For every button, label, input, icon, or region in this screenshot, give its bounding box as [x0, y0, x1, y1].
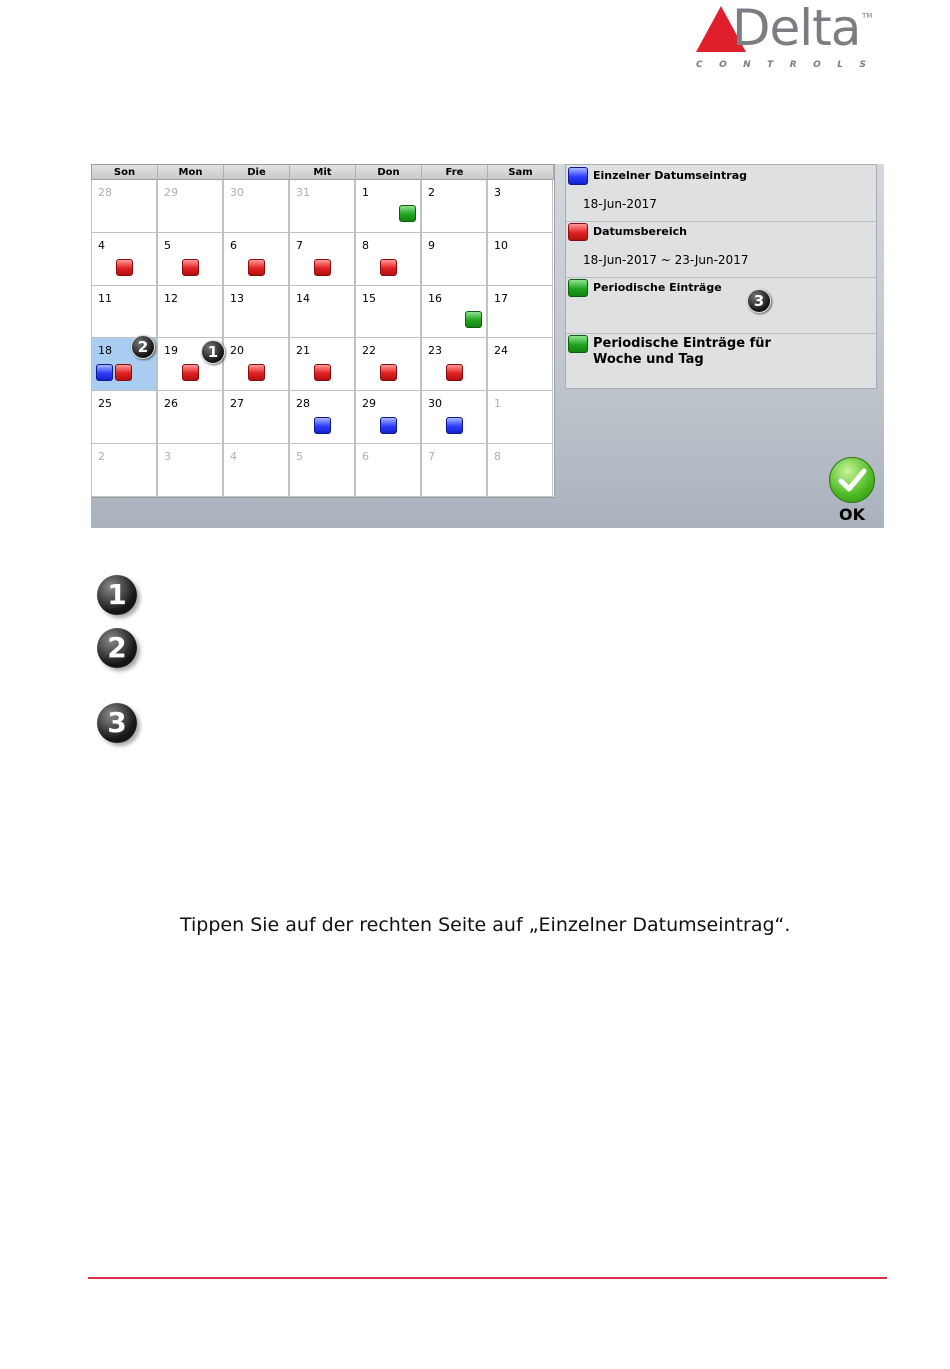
- day-number: 25: [98, 397, 112, 411]
- calendar-day-cell[interactable]: [289, 286, 355, 339]
- day-number: 15: [362, 291, 376, 305]
- day-number: 31: [296, 186, 310, 199]
- step-badge-1: 1: [97, 575, 137, 615]
- calendar-day-cell[interactable]: [289, 233, 355, 286]
- blue-entry-icon: [96, 364, 113, 381]
- delta-controls-logo: [696, 0, 876, 70]
- calendar-day-cell[interactable]: [91, 286, 157, 339]
- calendar-day-cell[interactable]: [355, 391, 421, 444]
- day-number: 20: [230, 344, 244, 358]
- ok-label: OK: [839, 505, 865, 524]
- day-number: 6: [230, 238, 237, 252]
- day-number: 3: [494, 186, 501, 199]
- red-entry-icon: [116, 259, 133, 276]
- logo-subtitle-letter: C: [696, 60, 703, 70]
- calendar-day-cell[interactable]: [487, 391, 553, 444]
- calendar-day-cell[interactable]: [421, 233, 487, 286]
- day-number: 27: [230, 397, 244, 411]
- calendar-day-cell[interactable]: [157, 286, 223, 339]
- calendar-day-cell[interactable]: [223, 338, 289, 391]
- legend-weekly-title: Periodische Einträge für Woche und Tag: [593, 336, 771, 367]
- red-entry-icon: [380, 259, 397, 276]
- day-number: 19: [164, 344, 178, 358]
- month-calendar: [91, 164, 555, 498]
- weekday-label: Don: [356, 165, 422, 180]
- logo-subtitle: [696, 60, 866, 70]
- calendar-day-cell[interactable]: [223, 391, 289, 444]
- day-number: 17: [494, 291, 508, 305]
- calendar-day-cell[interactable]: [355, 233, 421, 286]
- calendar-day-cell[interactable]: [91, 444, 157, 497]
- calendar-day-cell[interactable]: [355, 180, 421, 233]
- day-number: 12: [164, 291, 178, 305]
- calendar-day-cell[interactable]: [487, 286, 553, 339]
- calendar-day-cell[interactable]: [157, 444, 223, 497]
- calendar-day-cell[interactable]: [487, 233, 553, 286]
- red-square-icon: [568, 223, 588, 241]
- calendar-day-cell[interactable]: [355, 286, 421, 339]
- day-number: 26: [164, 397, 178, 411]
- red-entry-icon: [248, 364, 265, 381]
- calendar-day-cell[interactable]: [91, 180, 157, 233]
- green-square-icon: [568, 335, 588, 353]
- calendar-day-cell[interactable]: [223, 233, 289, 286]
- red-entry-icon: [115, 364, 132, 381]
- day-number: 22: [362, 344, 376, 358]
- day-number: 28: [98, 186, 112, 199]
- calendar-day-cell[interactable]: [289, 180, 355, 233]
- day-number: 3: [164, 449, 171, 463]
- calendar-screenshot: [91, 164, 884, 528]
- logo-subtitle-letter: S: [859, 60, 866, 70]
- day-number: 21: [296, 344, 310, 358]
- day-number: 13: [230, 291, 244, 305]
- legend-date-range[interactable]: [566, 221, 876, 278]
- calendar-day-cell[interactable]: [157, 180, 223, 233]
- calendar-day-cell[interactable]: [487, 180, 553, 233]
- day-number: 7: [296, 238, 303, 252]
- green-entry-icon: [465, 311, 482, 328]
- day-number: 5: [164, 238, 171, 252]
- red-entry-icon: [182, 364, 199, 381]
- weekday-label: Mit: [290, 165, 356, 180]
- calendar-day-cell[interactable]: [91, 233, 157, 286]
- calendar-day-cell[interactable]: [355, 338, 421, 391]
- logo-subtitle-letter: O: [719, 60, 727, 70]
- day-number: 4: [98, 238, 105, 252]
- day-number: 2: [98, 449, 105, 463]
- red-entry-icon: [446, 364, 463, 381]
- green-square-icon: [568, 279, 588, 297]
- logo-trademark: TM: [862, 12, 873, 20]
- day-number: 7: [428, 449, 435, 463]
- calendar-day-cell[interactable]: [421, 391, 487, 444]
- calendar-day-cell[interactable]: [421, 338, 487, 391]
- day-number: 11: [98, 291, 112, 305]
- day-number: 18: [98, 344, 112, 358]
- calendar-day-cell[interactable]: [289, 338, 355, 391]
- blue-square-icon: [568, 167, 588, 185]
- blue-entry-icon: [314, 417, 331, 434]
- day-number: 1: [362, 186, 369, 199]
- weekday-label: Fre: [422, 165, 488, 180]
- blue-entry-icon: [380, 417, 397, 434]
- green-entry-icon: [399, 205, 416, 222]
- logo-subtitle-letter: R: [789, 60, 797, 70]
- calendar-day-cell[interactable]: [91, 391, 157, 444]
- blue-entry-icon: [446, 417, 463, 434]
- calendar-day-cell[interactable]: [223, 444, 289, 497]
- calendar-day-cell[interactable]: [223, 286, 289, 339]
- callout-badge-2: 2: [131, 335, 155, 359]
- callout-badge-1: 1: [201, 340, 225, 364]
- day-number: 16: [428, 291, 442, 305]
- day-number: 24: [494, 344, 508, 358]
- day-number: 30: [230, 186, 244, 199]
- legend-periodic-title: Periodische Einträge: [593, 281, 722, 294]
- logo-subtitle-letter: N: [743, 60, 751, 70]
- calendar-day-cell[interactable]: [421, 444, 487, 497]
- day-number: 8: [494, 449, 501, 463]
- day-number: 10: [494, 238, 508, 252]
- calendar-day-cell[interactable]: [157, 233, 223, 286]
- calendar-day-cell[interactable]: [355, 444, 421, 497]
- weekday-header: [91, 164, 554, 180]
- calendar-day-cell[interactable]: [157, 391, 223, 444]
- legend-single-title: Einzelner Datumseintrag: [593, 169, 747, 182]
- legend-range-value: 18-Jun-2017 ~ 23-Jun-2017: [583, 253, 749, 267]
- day-number: 28: [296, 397, 310, 411]
- legend-range-title: Datumsbereich: [593, 225, 687, 238]
- red-entry-icon: [182, 259, 199, 276]
- weekday-label: Die: [224, 165, 290, 180]
- day-number: 14: [296, 291, 310, 305]
- calendar-day-cell[interactable]: [421, 286, 487, 339]
- day-number: 23: [428, 344, 442, 358]
- day-number: 8: [362, 238, 369, 252]
- weekday-label: Mon: [158, 165, 224, 180]
- checkmark-icon: [829, 457, 875, 503]
- day-number: 1: [494, 397, 501, 411]
- weekday-label: Son: [92, 165, 158, 180]
- logo-subtitle-letter: O: [813, 60, 821, 70]
- red-entry-icon: [248, 259, 265, 276]
- day-number: 2: [428, 186, 435, 199]
- red-entry-icon: [314, 259, 331, 276]
- logo-subtitle-letter: L: [837, 60, 844, 70]
- day-number: 29: [164, 186, 178, 199]
- instruction-text: Tippen Sie auf der rechten Seite auf „Einzelner Datumseintrag“.: [180, 914, 791, 936]
- step-badge-2: 2: [97, 628, 137, 668]
- footer-divider: [88, 1277, 887, 1279]
- ok-button[interactable]: [828, 457, 876, 524]
- callout-badge-3: 3: [747, 289, 771, 313]
- day-number: 4: [230, 449, 237, 463]
- day-number: 9: [428, 238, 435, 252]
- weekday-label: Sam: [488, 165, 554, 180]
- red-entry-icon: [380, 364, 397, 381]
- red-entry-icon: [314, 364, 331, 381]
- day-number: 30: [428, 397, 442, 411]
- calendar-day-cell[interactable]: [487, 338, 553, 391]
- entry-legend: [565, 164, 877, 389]
- calendar-day-cell[interactable]: [289, 391, 355, 444]
- step-badge-3: 3: [97, 703, 137, 743]
- calendar-grid: [91, 180, 554, 497]
- legend-weekly-periodic[interactable]: [566, 333, 876, 388]
- calendar-day-cell[interactable]: [487, 444, 553, 497]
- legend-single-date[interactable]: [566, 165, 876, 222]
- calendar-day-cell[interactable]: [223, 180, 289, 233]
- logo-wordmark: Delta: [732, 0, 861, 57]
- legend-single-value: 18-Jun-2017: [583, 197, 657, 211]
- calendar-day-cell[interactable]: [289, 444, 355, 497]
- day-number: 6: [362, 449, 369, 463]
- legend-periodic[interactable]: [566, 277, 876, 334]
- calendar-day-cell[interactable]: [421, 180, 487, 233]
- logo-subtitle-letter: T: [767, 60, 774, 70]
- day-number: 29: [362, 397, 376, 411]
- day-number: 5: [296, 449, 303, 463]
